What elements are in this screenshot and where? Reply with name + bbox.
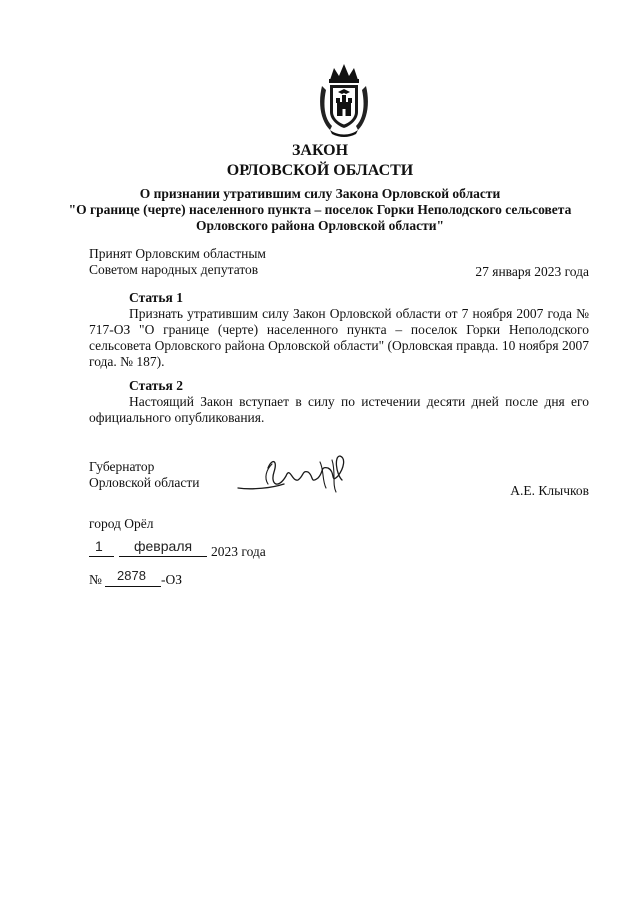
signatory-name: А.Е. Клычков bbox=[510, 483, 589, 498]
number-underline bbox=[105, 586, 161, 587]
article-2-text bbox=[89, 394, 589, 426]
article-2-paragraph: Настоящий Закон вступает в силу по истечении десяти дней после дня его официального опубликования. bbox=[89, 394, 589, 425]
signing-month: февраля bbox=[134, 538, 193, 554]
article-1-text bbox=[89, 306, 589, 370]
adoption-date: 27 января 2023 года bbox=[475, 264, 589, 279]
subtitle-line-2: "О границе (черте) населенного пункта – поселок Горки Неполодского сельсовета bbox=[68, 202, 572, 217]
article-1-paragraph: Признать утратившим силу Закон Орловской области от 7 ноября 2007 года № 717-ОЗ "О границе (черте) населенного пункта – поселок Горки Неполодского сельсовета Орловского района Орловской области" (Орловская правда. 10 ноября 2007 года. № 187). bbox=[89, 306, 589, 369]
signing-day: 1 bbox=[95, 538, 103, 554]
signatory-position-line-1: Губернатор bbox=[89, 459, 155, 474]
subtitle-line-1: О признании утратившим силу Закона Орловской области bbox=[139, 186, 501, 201]
title-line-2: ОРЛОВСКОЙ ОБЛАСТИ bbox=[226, 162, 414, 179]
article-1-heading: Статья 1 bbox=[129, 290, 183, 305]
number-suffix: -ОЗ bbox=[161, 572, 183, 587]
law-number bbox=[89, 568, 209, 592]
document-subtitle bbox=[0, 186, 640, 234]
day-underline bbox=[89, 556, 114, 557]
subtitle-line-3: Орловского района Орловской области" bbox=[195, 218, 445, 233]
month-underline bbox=[119, 556, 207, 557]
article-2-heading: Статья 2 bbox=[129, 378, 183, 393]
signing-year: 2023 года bbox=[211, 544, 266, 559]
coat-of-arms-icon bbox=[316, 62, 372, 138]
document-title bbox=[0, 142, 640, 180]
adoption-line-1: Принят Орловским областным bbox=[89, 246, 266, 261]
title-line-1: ЗАКОН bbox=[291, 142, 349, 159]
signatory-position-line-2: Орловской области bbox=[89, 475, 200, 490]
city: город Орёл bbox=[89, 516, 154, 531]
adoption-line-2: Советом народных депутатов bbox=[89, 262, 259, 277]
handwritten-signature-icon bbox=[232, 450, 357, 508]
signing-date bbox=[89, 536, 269, 560]
number-sign: № bbox=[89, 572, 102, 587]
law-number-value: 2878 bbox=[117, 568, 146, 583]
